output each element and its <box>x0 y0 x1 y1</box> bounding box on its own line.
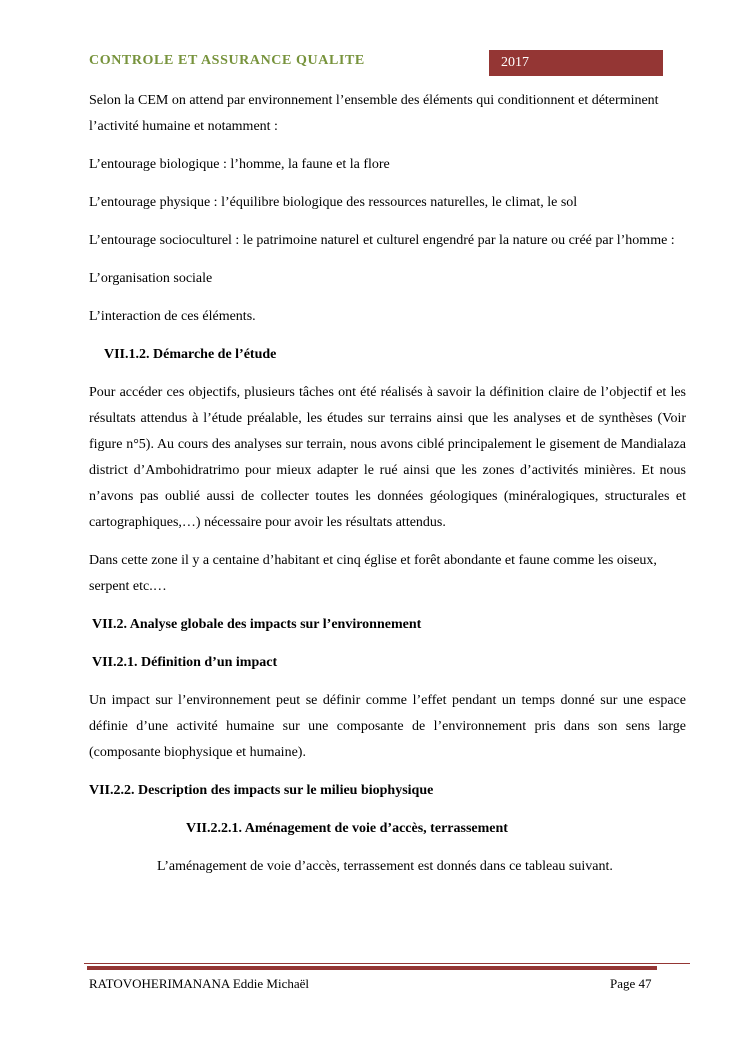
heading-study-approach: VII.1.2. Démarche de l’étude <box>104 347 277 362</box>
paragraph-biological: L’entourage biologique : l’homme, la faune et la flore <box>89 157 390 172</box>
footer-rule-thick <box>87 966 657 970</box>
paragraph-cem-definition: Selon la CEM on attend par environnement l’ensemble des éléments qui conditionnent et déterminent l’activité humaine et notamment : <box>89 93 659 134</box>
heading-impact-definition: VII.2.1. Définition d’un impact <box>92 655 278 670</box>
page-content <box>89 88 686 880</box>
header-title: CONTROLE ET ASSURANCE QUALITE <box>89 53 365 68</box>
header-year-badge: 2017 <box>489 50 663 76</box>
paragraph-physical: L’entourage physique : l’équilibre biologique des ressources naturelles, le climat, le sol <box>89 195 578 210</box>
footer-page-number: Page 47 <box>610 976 652 991</box>
paragraph-social-organisation: L’organisation sociale <box>89 271 213 286</box>
footer-rule-thin <box>84 963 690 964</box>
footer-author: RATOVOHERIMANANA Eddie Michaël <box>89 976 310 991</box>
paragraph-table-intro: L’aménagement de voie d’accès, terrassement est donnés dans ce tableau suivant. <box>157 859 613 874</box>
heading-biophysical-impacts: VII.2.2. Description des impacts sur le milieu biophysique <box>89 783 434 798</box>
heading-access-road: VII.2.2.1. Aménagement de voie d’accès, terrassement <box>186 821 508 836</box>
paragraph-sociocultural: L’entourage socioculturel : le patrimoine naturel et culturel engendré par la nature ou créé par l’homme : <box>89 233 675 248</box>
paragraph-objectives: Pour accéder ces objectifs, plusieurs tâches ont été réalisés à savoir la définition claire de l’objectif et les résultats attendus à l’étude préalable, les études sur terrains ainsi que les analyses et de synthèses (Voir figure n°5). Au cours des analyses sur terrain, nous avons ciblé principalement le gisement de Mandialaza district d’Ambohidratrimo pour mieux adapter le rué ainsi que les zones d’activités minières. Et nous n’avons pas oublié aussi de collecter toutes les données géologiques (minéralogiques, structurales et cartographiques,…) nécessaire pour avoir les résultats attendus. <box>89 385 686 530</box>
paragraph-impact-definition: Un impact sur l’environnement peut se définir comme l’effet pendant un temps donné sur une espace définie d’une activité humaine sur une composante de l’environnement pris dans son sens large (composante biophysique et humaine). <box>89 693 686 760</box>
paragraph-zone: Dans cette zone il y a centaine d’habitant et cinq église et forêt abondante et faune comme les oiseux, serpent etc.… <box>89 553 657 594</box>
paragraph-interaction: L’interaction de ces éléments. <box>89 309 256 324</box>
heading-global-analysis: VII.2. Analyse globale des impacts sur l’environnement <box>92 617 422 632</box>
